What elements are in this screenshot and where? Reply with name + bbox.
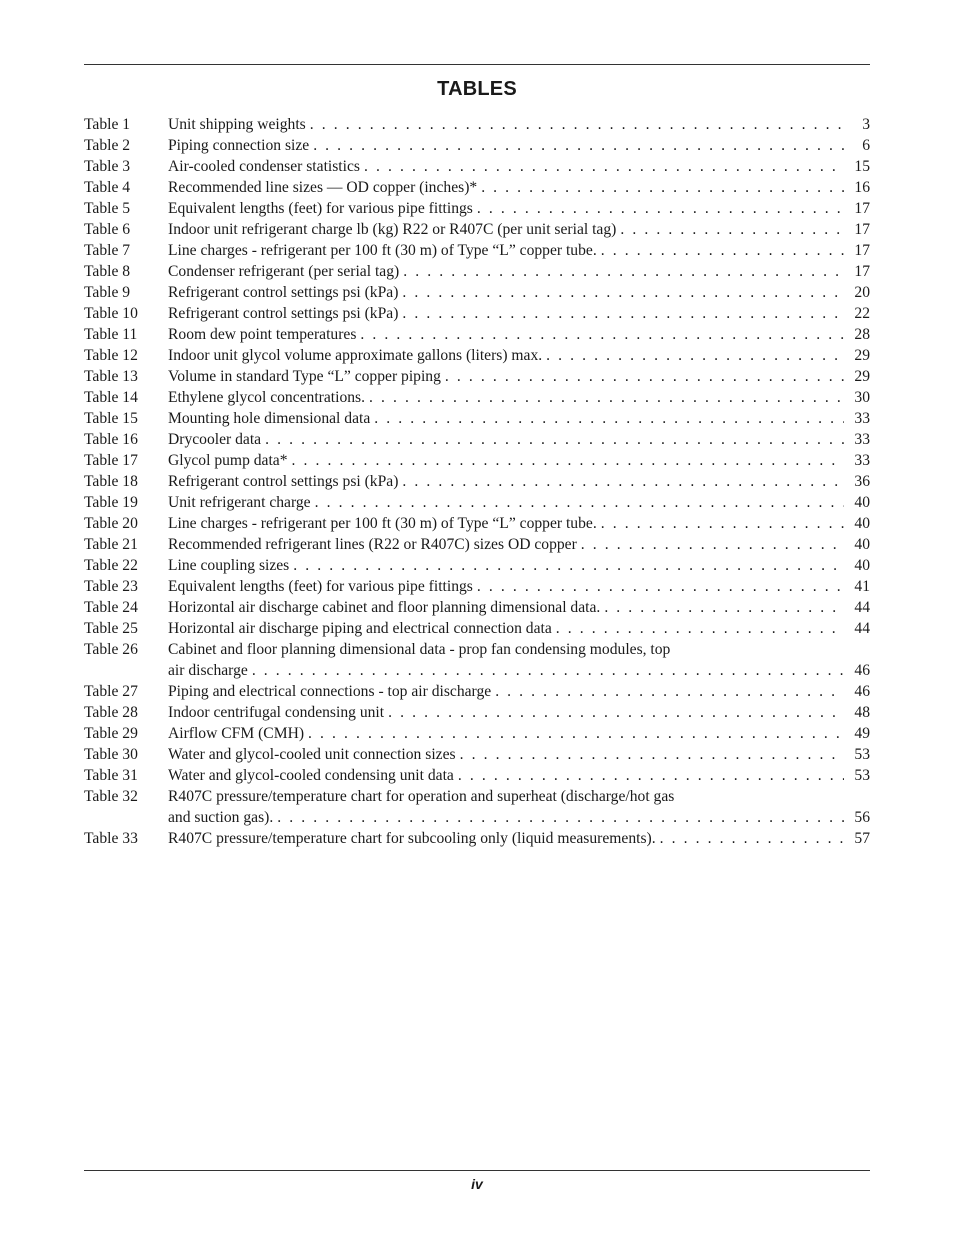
table-title: Horizontal air discharge cabinet and floor planning dimensional data.	[168, 599, 601, 616]
table-number: Table 22	[84, 557, 138, 574]
page-ref: 33	[854, 431, 870, 448]
entry-body	[168, 198, 870, 219]
entry-title-row	[168, 303, 870, 324]
table-title: Room dew point temperatures	[168, 326, 357, 343]
table-title: Refrigerant control settings psi (kPa)	[168, 305, 399, 322]
toc-entry[interactable]	[84, 450, 870, 471]
entry-title-row	[168, 471, 870, 492]
table-number: Table 18	[84, 473, 138, 490]
toc-entry[interactable]	[84, 114, 870, 135]
entry-body	[168, 534, 870, 555]
entry-body	[168, 702, 870, 723]
toc-entry[interactable]	[84, 429, 870, 450]
table-title: Recommended refrigerant lines (R22 or R407C) sizes OD copper	[168, 536, 577, 553]
dot-leader	[398, 282, 844, 303]
entry-title-row	[168, 198, 870, 219]
table-number: Table 12	[84, 347, 138, 364]
page-ref: 57	[854, 830, 870, 847]
dot-leader	[597, 513, 844, 534]
toc-entry[interactable]	[84, 513, 870, 534]
page-ref: 29	[854, 347, 870, 364]
dot-leader	[398, 471, 844, 492]
entry-body	[168, 387, 870, 408]
toc-entry[interactable]	[84, 135, 870, 156]
entry-title-row	[168, 408, 870, 429]
table-number: Table 21	[84, 536, 138, 553]
toc-entry[interactable]	[84, 702, 870, 723]
entry-body	[168, 492, 870, 513]
table-title: Water and glycol-cooled condensing unit data	[168, 767, 454, 784]
table-number: Table 10	[84, 305, 138, 322]
table-number: Table 14	[84, 389, 138, 406]
table-number: Table 3	[84, 158, 131, 175]
page-ref: 22	[854, 305, 870, 322]
page-ref: 29	[854, 368, 870, 385]
dot-leader	[309, 135, 844, 156]
dot-leader	[441, 366, 844, 387]
bottom-rule	[84, 1170, 870, 1171]
dot-leader	[477, 177, 844, 198]
entry-title-row	[168, 765, 870, 786]
entry-title-row	[168, 156, 870, 177]
toc-entry[interactable]	[84, 156, 870, 177]
dot-leader	[311, 492, 844, 513]
entry-body	[168, 303, 870, 324]
entry-body	[168, 135, 870, 156]
table-title: Ethylene glycol concentrations.	[168, 389, 366, 406]
entry-body	[168, 240, 870, 261]
page-ref: 44	[854, 599, 870, 616]
page-ref: 53	[854, 746, 870, 763]
page-ref: 3	[862, 116, 870, 133]
table-number: Table 33	[84, 830, 138, 847]
toc-entry[interactable]	[84, 345, 870, 366]
entry-title-row	[168, 366, 870, 387]
page-ref: 41	[854, 578, 870, 595]
table-number: Table 31	[84, 767, 138, 784]
table-number: Table 26	[84, 641, 138, 658]
page-ref: 46	[854, 683, 870, 700]
table-number: Table 17	[84, 452, 138, 469]
dot-leader	[304, 723, 844, 744]
page-ref: 48	[854, 704, 870, 721]
entry-title-row	[168, 744, 870, 765]
entry-title-row	[168, 576, 870, 597]
entry-body	[168, 576, 870, 597]
table-title: R407C pressure/temperature chart for subcooling only (liquid measurements).	[168, 830, 656, 847]
dot-leader	[273, 807, 844, 828]
toc-entry[interactable]	[84, 639, 870, 681]
entry-title-row	[168, 534, 870, 555]
entry-body	[168, 366, 870, 387]
toc-entry[interactable]	[84, 408, 870, 429]
toc-entry[interactable]	[84, 576, 870, 597]
table-title: Indoor unit refrigerant charge lb (kg) R22 or R407C (per unit serial tag)	[168, 221, 617, 238]
entry-body	[168, 261, 870, 282]
toc-entry[interactable]	[84, 681, 870, 702]
toc-entry[interactable]	[84, 240, 870, 261]
toc-entry[interactable]	[84, 618, 870, 639]
entry-title-row	[168, 324, 870, 345]
table-title: Line charges - refrigerant per 100 ft (30 m) of Type “L” copper tube.	[168, 242, 597, 259]
table-title: Unit refrigerant charge	[168, 494, 311, 511]
entry-title-row	[168, 492, 870, 513]
entry-title-row	[168, 555, 870, 576]
table-number: Table 27	[84, 683, 138, 700]
page-ref: 40	[854, 557, 870, 574]
table-number: Table 7	[84, 242, 131, 259]
dot-leader	[456, 744, 844, 765]
table-title: Line charges - refrigerant per 100 ft (30 m) of Type “L” copper tube.	[168, 515, 597, 532]
entry-title-row	[168, 450, 870, 471]
dot-leader	[473, 198, 844, 219]
entry-title-row	[168, 429, 870, 450]
entry-body	[168, 114, 870, 135]
entry-title-row	[168, 660, 870, 681]
dot-leader	[261, 429, 844, 450]
page-ref: 30	[854, 389, 870, 406]
table-title: Indoor centrifugal condensing unit	[168, 704, 385, 721]
entry-body	[168, 345, 870, 366]
dot-leader	[454, 765, 844, 786]
table-title: Air-cooled condenser statistics	[168, 158, 360, 175]
dot-leader	[384, 702, 844, 723]
entry-title-row	[168, 828, 870, 849]
table-number: Table 4	[84, 179, 131, 196]
page-ref: 49	[854, 725, 870, 742]
table-number: Table 25	[84, 620, 138, 637]
page-heading: TABLES	[437, 78, 517, 100]
table-number: Table 9	[84, 284, 131, 301]
entry-body	[168, 723, 870, 744]
page-ref: 33	[854, 410, 870, 427]
page-ref: 6	[862, 137, 870, 154]
page-ref: 40	[854, 494, 870, 511]
table-number: Table 13	[84, 368, 138, 385]
entry-body	[168, 555, 870, 576]
table-title: Airflow CFM (CMH)	[168, 725, 305, 742]
dot-leader	[597, 240, 844, 261]
dot-leader	[542, 345, 844, 366]
page-ref: 17	[854, 263, 870, 280]
entry-body	[168, 450, 870, 471]
toc-entry[interactable]	[84, 324, 870, 345]
entry-title-row	[168, 723, 870, 744]
table-title: Volume in standard Type “L” copper piping	[168, 368, 441, 385]
page-ref: 20	[854, 284, 870, 301]
toc-entry[interactable]	[84, 387, 870, 408]
dot-leader	[248, 660, 844, 681]
table-title: Unit shipping weights	[168, 116, 306, 133]
page-ref: 17	[854, 242, 870, 259]
entry-title-row	[168, 135, 870, 156]
dot-leader	[306, 114, 844, 135]
table-number: Table 5	[84, 200, 131, 217]
table-title: Line coupling sizes	[168, 557, 290, 574]
page-ref: 17	[854, 200, 870, 217]
table-number: Table 2	[84, 137, 131, 154]
table-number: Table 23	[84, 578, 138, 595]
table-title: Indoor unit glycol volume approximate gallons (liters) max.	[168, 347, 543, 364]
page-ref: 44	[854, 620, 870, 637]
page-ref: 36	[854, 473, 870, 490]
entry-body	[168, 177, 870, 198]
table-title: Refrigerant control settings psi (kPa)	[168, 473, 399, 490]
table-number: Table 30	[84, 746, 138, 763]
dot-leader	[552, 618, 844, 639]
table-number: Table 1	[84, 116, 131, 133]
entry-title-row	[168, 282, 870, 303]
table-number: Table 11	[84, 326, 138, 343]
entry-body	[168, 765, 870, 786]
entry-body	[168, 513, 870, 534]
dot-leader	[289, 555, 844, 576]
entry-body	[168, 156, 870, 177]
toc-entry[interactable]	[84, 366, 870, 387]
toc-entry[interactable]	[84, 492, 870, 513]
dot-leader	[616, 219, 844, 240]
entry-body	[168, 744, 870, 765]
table-title: Condenser refrigerant (per serial tag)	[168, 263, 400, 280]
dot-leader	[577, 534, 844, 555]
toc-entry[interactable]	[84, 219, 870, 240]
entry-body	[168, 324, 870, 345]
entry-body	[168, 681, 870, 702]
entry-title-row	[168, 702, 870, 723]
dot-leader	[473, 576, 844, 597]
page-ref: 46	[854, 662, 870, 679]
table-title: Mounting hole dimensional data	[168, 410, 371, 427]
entry-body	[168, 786, 870, 828]
toc-entry[interactable]	[84, 282, 870, 303]
toc-entry[interactable]	[84, 744, 870, 765]
page-ref: 17	[854, 221, 870, 238]
table-title: Horizontal air discharge piping and electrical connection data	[168, 620, 552, 637]
top-rule	[84, 64, 870, 65]
table-title: Water and glycol-cooled unit connection sizes	[168, 746, 456, 763]
toc-entry[interactable]	[84, 261, 870, 282]
dot-leader	[600, 597, 844, 618]
entry-title-row	[168, 618, 870, 639]
table-title: and suction gas).	[168, 809, 274, 826]
dot-leader	[399, 261, 844, 282]
entry-title-row	[168, 114, 870, 135]
table-number: Table 8	[84, 263, 131, 280]
page-ref: 53	[854, 767, 870, 784]
table-title: Piping and electrical connections - top air discharge	[168, 683, 492, 700]
dot-leader	[656, 828, 844, 849]
table-title: Glycol pump data*	[168, 452, 288, 469]
dot-leader	[398, 303, 844, 324]
toc-entry[interactable]	[84, 828, 870, 849]
page-ref: 40	[854, 536, 870, 553]
table-number: Table 19	[84, 494, 138, 511]
entry-title-row	[168, 597, 870, 618]
entry-title-row	[168, 345, 870, 366]
entry-title-row	[168, 240, 870, 261]
entry-title-row	[168, 513, 870, 534]
table-number: Table 20	[84, 515, 138, 532]
entry-title-row	[168, 177, 870, 198]
table-number: Table 29	[84, 725, 138, 742]
table-title: Recommended line sizes — OD copper (inches)*	[168, 179, 478, 196]
table-title: Piping connection size	[168, 137, 310, 154]
page-number: iv	[471, 1176, 483, 1192]
table-title-line1: R407C pressure/temperature chart for operation and superheat (discharge/hot gas	[168, 788, 675, 805]
entry-title-row	[168, 219, 870, 240]
entry-title-row	[168, 681, 870, 702]
entry-body	[168, 597, 870, 618]
table-title-line1: Cabinet and floor planning dimensional data - prop fan condensing modules, top	[168, 641, 671, 658]
table-number: Table 16	[84, 431, 138, 448]
page-ref: 56	[854, 809, 870, 826]
page-ref: 16	[854, 179, 870, 196]
entry-body	[168, 282, 870, 303]
dot-leader	[491, 681, 844, 702]
toc-entry[interactable]	[84, 723, 870, 744]
page-ref: 15	[854, 158, 870, 175]
dot-leader	[288, 450, 844, 471]
entry-title-row	[168, 807, 870, 828]
entry-body	[168, 471, 870, 492]
dot-leader	[365, 387, 844, 408]
tables-list	[84, 114, 870, 849]
entry-body	[168, 219, 870, 240]
table-number: Table 6	[84, 221, 131, 238]
table-title: Drycooler data	[168, 431, 262, 448]
table-number: Table 32	[84, 788, 138, 805]
toc-entry[interactable]	[84, 303, 870, 324]
dot-leader	[370, 408, 844, 429]
table-number: Table 28	[84, 704, 138, 721]
page-ref: 40	[854, 515, 870, 532]
toc-entry[interactable]	[84, 534, 870, 555]
entry-body	[168, 828, 870, 849]
dot-leader	[360, 156, 844, 177]
toc-entry[interactable]	[84, 597, 870, 618]
table-title: Equivalent lengths (feet) for various pipe fittings	[168, 200, 473, 217]
entry-title-row	[168, 261, 870, 282]
dot-leader	[356, 324, 844, 345]
table-title: Equivalent lengths (feet) for various pipe fittings	[168, 578, 473, 595]
toc-entry[interactable]	[84, 471, 870, 492]
toc-entry[interactable]	[84, 198, 870, 219]
entry-body	[168, 618, 870, 639]
table-number: Table 24	[84, 599, 138, 616]
toc-entry[interactable]	[84, 177, 870, 198]
table-title: Refrigerant control settings psi (kPa)	[168, 284, 399, 301]
page-ref: 28	[854, 326, 870, 343]
toc-entry[interactable]	[84, 765, 870, 786]
table-title: air discharge	[168, 662, 248, 679]
toc-entry[interactable]	[84, 786, 870, 828]
entry-title-row	[168, 387, 870, 408]
entry-body	[168, 408, 870, 429]
page-ref: 33	[854, 452, 870, 469]
toc-entry[interactable]	[84, 555, 870, 576]
entry-body	[168, 429, 870, 450]
entry-body	[168, 639, 870, 681]
table-number: Table 15	[84, 410, 138, 427]
